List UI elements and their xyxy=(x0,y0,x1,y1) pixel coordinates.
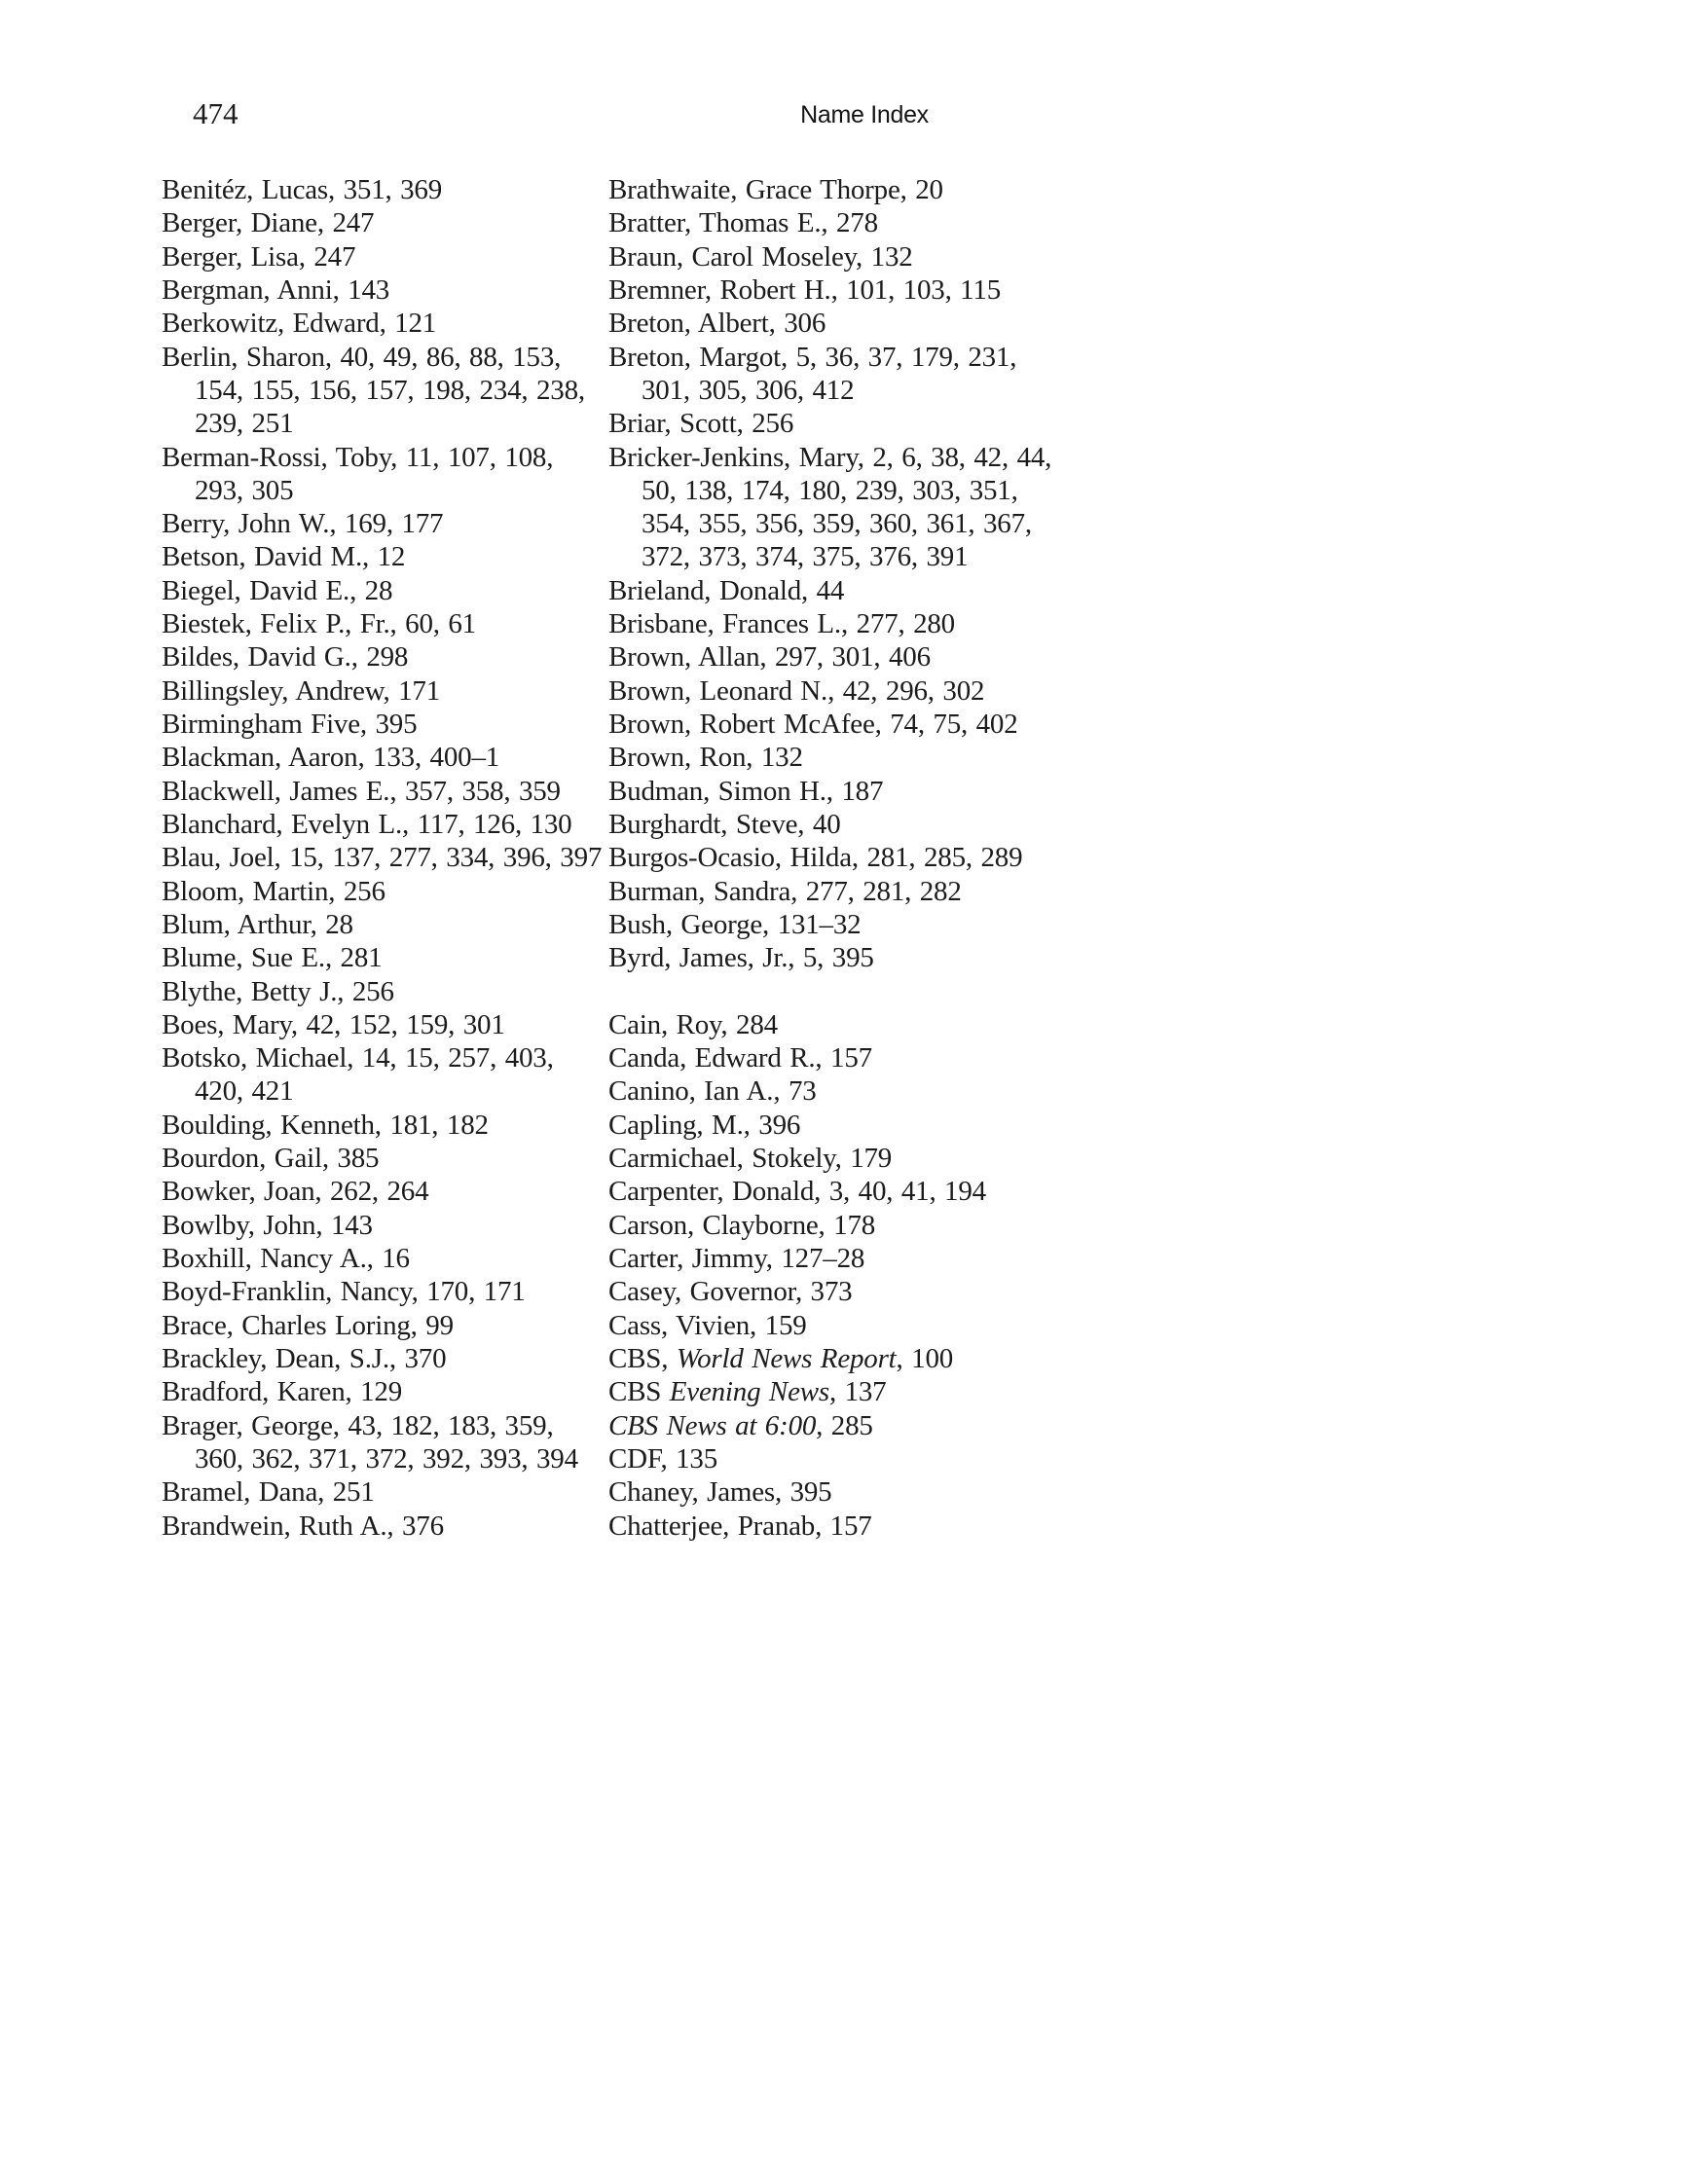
index-entry-line: Berger, Diane, 247 xyxy=(162,207,375,239)
index-entry-line: 50, 138, 174, 180, 239, 303, 351, xyxy=(642,474,1018,506)
index-entry-line: 420, 421 xyxy=(195,1075,294,1108)
index-entry-line: 372, 373, 374, 375, 376, 391 xyxy=(642,541,969,573)
index-entry-line: Brown, Ron, 132 xyxy=(608,742,803,774)
index-entry-line: 360, 362, 371, 372, 392, 393, 394 xyxy=(195,1442,578,1474)
entry-title-italic: World News Report xyxy=(676,1342,897,1374)
index-entry-line: Billingsley, Andrew, 171 xyxy=(162,674,441,707)
index-entry-line: Berry, John W., 169, 177 xyxy=(162,508,444,540)
index-entry-line: Breton, Albert, 306 xyxy=(608,308,826,340)
index-entry-line: Brager, George, 43, 182, 183, 359, xyxy=(162,1409,554,1441)
index-entry-line: Chaney, James, 395 xyxy=(608,1476,832,1509)
index-entry-line: Blum, Arthur, 28 xyxy=(162,908,353,940)
index-entry-line: Blythe, Betty J., 256 xyxy=(162,975,394,1007)
index-entry-line: Brown, Allan, 297, 301, 406 xyxy=(608,641,931,673)
index-entry-line: 301, 305, 306, 412 xyxy=(642,374,855,406)
index-entry-line: Burghardt, Steve, 40 xyxy=(608,808,841,840)
index-entry-line: Bremner, Robert H., 101, 103, 115 xyxy=(608,273,1001,306)
index-entry-line: Bildes, David G., 298 xyxy=(162,641,409,673)
index-entry-line: Carter, Jimmy, 127–28 xyxy=(608,1243,865,1274)
index-entry-line: Burgos-Ocasio, Hilda, 281, 285, 289 xyxy=(608,842,1023,874)
entry-text: , 137 xyxy=(828,1376,887,1408)
index-entry-line: 354, 355, 356, 359, 360, 361, 367, xyxy=(642,508,1032,540)
index-entry-line: Bricker-Jenkins, Mary, 2, 6, 38, 42, 44, xyxy=(608,441,1052,473)
index-entry-line xyxy=(608,1409,1076,1442)
index-entry-line: Capling, M., 396 xyxy=(608,1109,801,1141)
index-entry-line: Brieland, Donald, 44 xyxy=(608,574,845,606)
index-entry-line: 239, 251 xyxy=(195,408,294,440)
page-number: 474 xyxy=(193,96,239,130)
index-entry-line: Brown, Leonard N., 42, 296, 302 xyxy=(608,674,985,707)
index-entry-line: Berman-Rossi, Toby, 11, 107, 108, xyxy=(162,441,554,473)
index-entry-line: Brathwaite, Grace Thorpe, 20 xyxy=(608,174,943,205)
index-entry-line: Botsko, Michael, 14, 15, 257, 403, xyxy=(162,1042,554,1074)
index-entry-line xyxy=(608,1342,1076,1375)
index-entry-line: Boyd-Franklin, Nancy, 170, 171 xyxy=(162,1276,526,1308)
blank-line xyxy=(608,975,1076,1008)
index-entry-line: Chatterjee, Pranab, 157 xyxy=(608,1510,872,1542)
index-entry-line: Blau, Joel, 15, 137, 277, 334, 396, 397 xyxy=(162,842,603,874)
index-entry-line: Budman, Simon H., 187 xyxy=(608,775,884,807)
index-entry-line: Cass, Vivien, 159 xyxy=(608,1309,807,1341)
entry-text: CBS, xyxy=(608,1342,677,1374)
index-entry-line: Blackman, Aaron, 133, 400–1 xyxy=(162,742,500,774)
running-head: Name Index xyxy=(800,101,929,128)
entry-title-italic: Evening News xyxy=(669,1376,829,1408)
index-entry-line: 293, 305 xyxy=(195,474,294,506)
index-entry-line: Casey, Governor, 373 xyxy=(608,1276,853,1308)
index-entry-line: Canda, Edward R., 157 xyxy=(608,1042,872,1074)
index-entry-line: Brown, Robert McAfee, 74, 75, 402 xyxy=(608,709,1018,740)
index-entry-line: Bergman, Anni, 143 xyxy=(162,273,390,306)
entry-text: CBS xyxy=(608,1376,670,1408)
index-entry-line: Blanchard, Evelyn L., 117, 126, 130 xyxy=(162,808,572,840)
index-entry-line: Breton, Margot, 5, 36, 37, 179, 231, xyxy=(608,341,1017,373)
index-entry-line: Berger, Lisa, 247 xyxy=(162,240,356,273)
index-entry-line: Blackwell, James E., 357, 358, 359 xyxy=(162,775,561,807)
index-entry-line: Bourdon, Gail, 385 xyxy=(162,1143,380,1175)
index-column-left xyxy=(162,173,619,1543)
index-entry-line: Boxhill, Nancy A., 16 xyxy=(162,1243,410,1274)
index-entry-line: Byrd, James, Jr., 5, 395 xyxy=(608,942,874,974)
index-entry-line: Biestek, Felix P., Fr., 60, 61 xyxy=(162,608,476,640)
index-entry-line: Carson, Clayborne, 178 xyxy=(608,1209,876,1241)
index-entry-line: Brisbane, Frances L., 277, 280 xyxy=(608,608,955,640)
index-entry-line: Benitéz, Lucas, 351, 369 xyxy=(162,174,443,205)
index-entry-line: Cain, Roy, 284 xyxy=(608,1008,778,1040)
entry-text: , 100 xyxy=(896,1342,954,1374)
index-entry-line: Bratter, Thomas E., 278 xyxy=(608,207,878,239)
index-entry-line: Briar, Scott, 256 xyxy=(608,408,794,440)
entry-text: , 285 xyxy=(816,1409,873,1441)
index-entry-line: Burman, Sandra, 277, 281, 282 xyxy=(608,875,962,907)
index-entry-line: Carpenter, Donald, 3, 40, 41, 194 xyxy=(608,1176,986,1208)
index-entry-line: Canino, Ian A., 73 xyxy=(608,1075,817,1108)
index-entry-line xyxy=(608,1375,1076,1408)
index-entry-line: Braun, Carol Moseley, 132 xyxy=(608,240,913,273)
index-entry-line: Boes, Mary, 42, 152, 159, 301 xyxy=(162,1008,505,1040)
index-entry-line: Betson, David M., 12 xyxy=(162,541,406,573)
index-entry-line: Berlin, Sharon, 40, 49, 86, 88, 153, xyxy=(162,341,562,373)
index-column-right xyxy=(608,173,1076,1543)
index-entry-line: Biegel, David E., 28 xyxy=(162,574,393,606)
index-entry-line: Boulding, Kenneth, 181, 182 xyxy=(162,1109,489,1141)
index-entry-line: Bradford, Karen, 129 xyxy=(162,1376,403,1408)
index-entry-line: Birmingham Five, 395 xyxy=(162,709,418,740)
index-entry-line: 154, 155, 156, 157, 198, 234, 238, xyxy=(195,374,585,406)
index-entry-line: Berkowitz, Edward, 121 xyxy=(162,308,437,340)
index-entry-line: Brandwein, Ruth A., 376 xyxy=(162,1510,444,1542)
index-entry-line: Carmichael, Stokely, 179 xyxy=(608,1143,893,1175)
index-entry-line: Blume, Sue E., 281 xyxy=(162,942,383,974)
index-entry-line: Brackley, Dean, S.J., 370 xyxy=(162,1342,447,1374)
index-entry-line: CDF, 135 xyxy=(608,1442,717,1474)
index-entry-line: Bowker, Joan, 262, 264 xyxy=(162,1176,429,1208)
entry-title-italic: CBS News at 6:00 xyxy=(608,1409,817,1441)
index-entry-line: Bramel, Dana, 251 xyxy=(162,1476,375,1509)
index-entry-line: Bush, George, 131–32 xyxy=(608,908,862,940)
index-entry-line: Bowlby, John, 143 xyxy=(162,1209,373,1241)
index-entry-line: Brace, Charles Loring, 99 xyxy=(162,1309,454,1341)
index-entry-line: Bloom, Martin, 256 xyxy=(162,875,385,907)
